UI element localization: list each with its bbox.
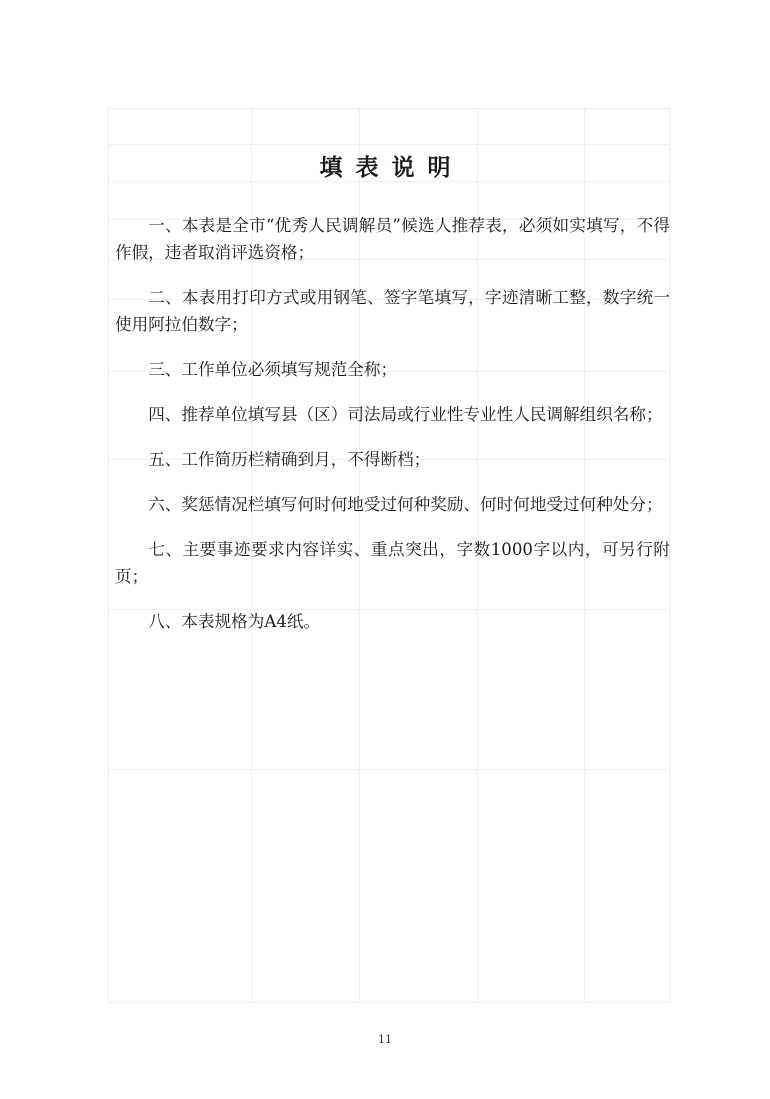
instruction-item-7: 七、主要事迹要求内容详实、重点突出，字数1000字以内，可另行附页； bbox=[115, 540, 670, 586]
page-title: 填表说明 bbox=[319, 154, 464, 182]
instruction-item-2: 二、本表用打印方式或用钢笔、签字笔填写，字迹清晰工整，数字统一使用阿拉伯数字； bbox=[115, 288, 670, 334]
instruction-item-5: 五、工作简历栏精确到月，不得断档； bbox=[148, 450, 431, 469]
instruction-item-6: 六、奖惩情况栏填写何时何地受过何种奖励、何时何地受过何种处分； bbox=[148, 495, 663, 514]
instruction-item-4: 四、推荐单位填写县（区）司法局或行业性专业性人民调解组织名称； bbox=[148, 405, 663, 424]
instruction-item-1: 一、本表是全市“优秀人民调解员”候选人推荐表，必须如实填写，不得作假，违者取消评选资格； bbox=[115, 216, 670, 262]
instructions-body bbox=[115, 212, 670, 653]
instruction-item-3: 三、工作单位必须填写规范全称； bbox=[148, 360, 398, 379]
page-number: 11 bbox=[378, 1033, 392, 1046]
instruction-item-8: 八、本表规格为A4纸。 bbox=[148, 612, 321, 631]
